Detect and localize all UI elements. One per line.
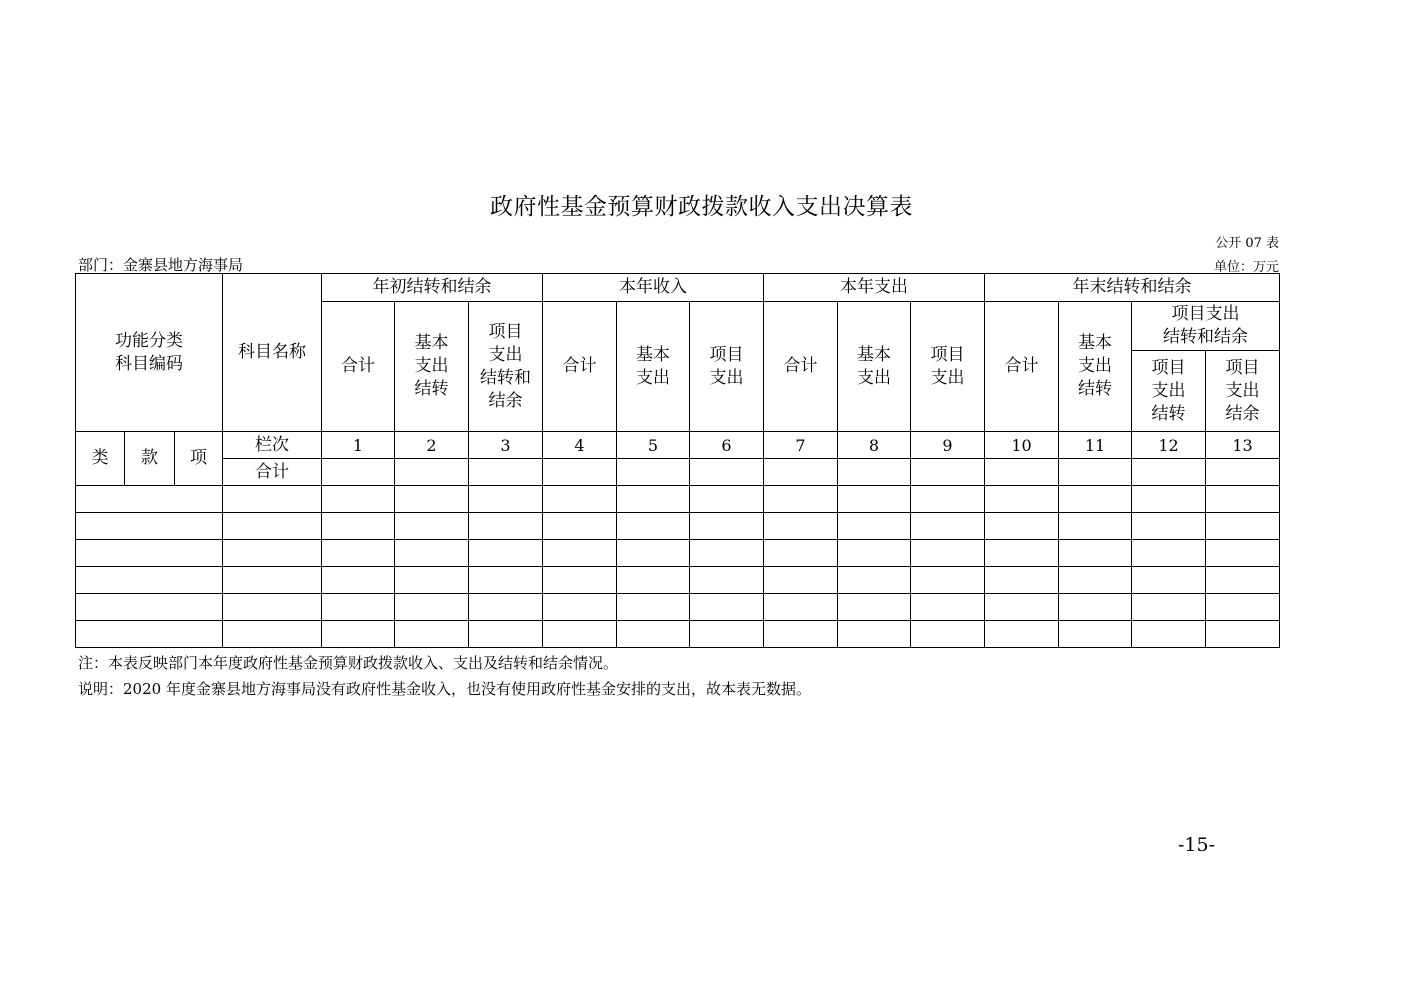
- table-row: [76, 567, 1280, 594]
- col-number: 13: [1206, 432, 1280, 459]
- table-row: [76, 594, 1280, 621]
- func-class-header: 功能分类 科目编码: [76, 274, 223, 432]
- department-label: 部门：金寨县地方海事局: [78, 256, 244, 274]
- xiang-header: 项: [175, 432, 223, 486]
- table-row: [76, 540, 1280, 567]
- table-row: [76, 621, 1280, 648]
- table-row: [76, 513, 1280, 540]
- table-cell: [395, 459, 469, 486]
- col-number: 5: [617, 432, 690, 459]
- unit-label: 单位：万元: [1213, 260, 1279, 275]
- total-label: 合计: [223, 459, 322, 486]
- table-cell: [985, 459, 1059, 486]
- table-cell: [838, 459, 911, 486]
- lei-header: 类: [76, 432, 125, 486]
- col-header: 合计: [764, 302, 838, 432]
- table-cell: [543, 459, 617, 486]
- group-header-closing: 年末结转和结余: [985, 274, 1280, 302]
- page-title: 政府性基金预算财政拨款收入支出决算表: [490, 194, 913, 220]
- table-explanation: 说明：2020 年度金寨县地方海事局没有政府性基金收入，也没有使用政府性基金安排的支出，故本表无数据。: [78, 680, 811, 698]
- group-header-opening: 年初结转和结余: [322, 274, 543, 302]
- col-header: 项目 支出 结余: [1206, 351, 1280, 432]
- group-header-income: 本年收入: [543, 274, 764, 302]
- group-header-expense: 本年支出: [764, 274, 985, 302]
- table-row: [76, 486, 1280, 513]
- col-header: 基本 支出 结转: [1059, 302, 1132, 432]
- col-header: 项目 支出: [911, 302, 985, 432]
- subject-name-header: 科目名称: [223, 274, 322, 432]
- col-header: 合计: [985, 302, 1059, 432]
- col-number: 1: [322, 432, 395, 459]
- table-cell: [322, 459, 395, 486]
- col-header: 基本 支出: [617, 302, 690, 432]
- col-number: 12: [1132, 432, 1206, 459]
- col-header: 项目 支出 结转和 结余: [469, 302, 543, 432]
- col-number: 7: [764, 432, 838, 459]
- col-header: 基本 支出 结转: [395, 302, 469, 432]
- col-number: 10: [985, 432, 1059, 459]
- form-number: 公开 07 表: [1215, 236, 1279, 251]
- table-cell: [764, 459, 838, 486]
- col-header: 项目 支出: [690, 302, 764, 432]
- col-header: 合计: [543, 302, 617, 432]
- table-cell: [617, 459, 690, 486]
- col-header: 合计: [322, 302, 395, 432]
- table-cell: [469, 459, 543, 486]
- table-cell: [911, 459, 985, 486]
- col-number: 4: [543, 432, 617, 459]
- budget-table: [75, 273, 1280, 648]
- col-header: 基本 支出: [838, 302, 911, 432]
- col-header-project-group: 项目支出 结转和结余: [1132, 302, 1280, 351]
- kuan-header: 款: [125, 432, 175, 486]
- col-number: 2: [395, 432, 469, 459]
- table-cell: [690, 459, 764, 486]
- table-cell: [1059, 459, 1132, 486]
- col-number: 6: [690, 432, 764, 459]
- col-number: 11: [1059, 432, 1132, 459]
- table-cell: [1206, 459, 1280, 486]
- page-number: -15-: [1178, 834, 1216, 856]
- lanci-label: 栏次: [223, 432, 322, 459]
- col-number: 8: [838, 432, 911, 459]
- table-note: 注：本表反映部门本年度政府性基金预算财政拨款收入、支出及结转和结余情况。: [78, 654, 619, 672]
- table-cell: [1132, 459, 1206, 486]
- col-number: 9: [911, 432, 985, 459]
- col-number: 3: [469, 432, 543, 459]
- col-header: 项目 支出 结转: [1132, 351, 1206, 432]
